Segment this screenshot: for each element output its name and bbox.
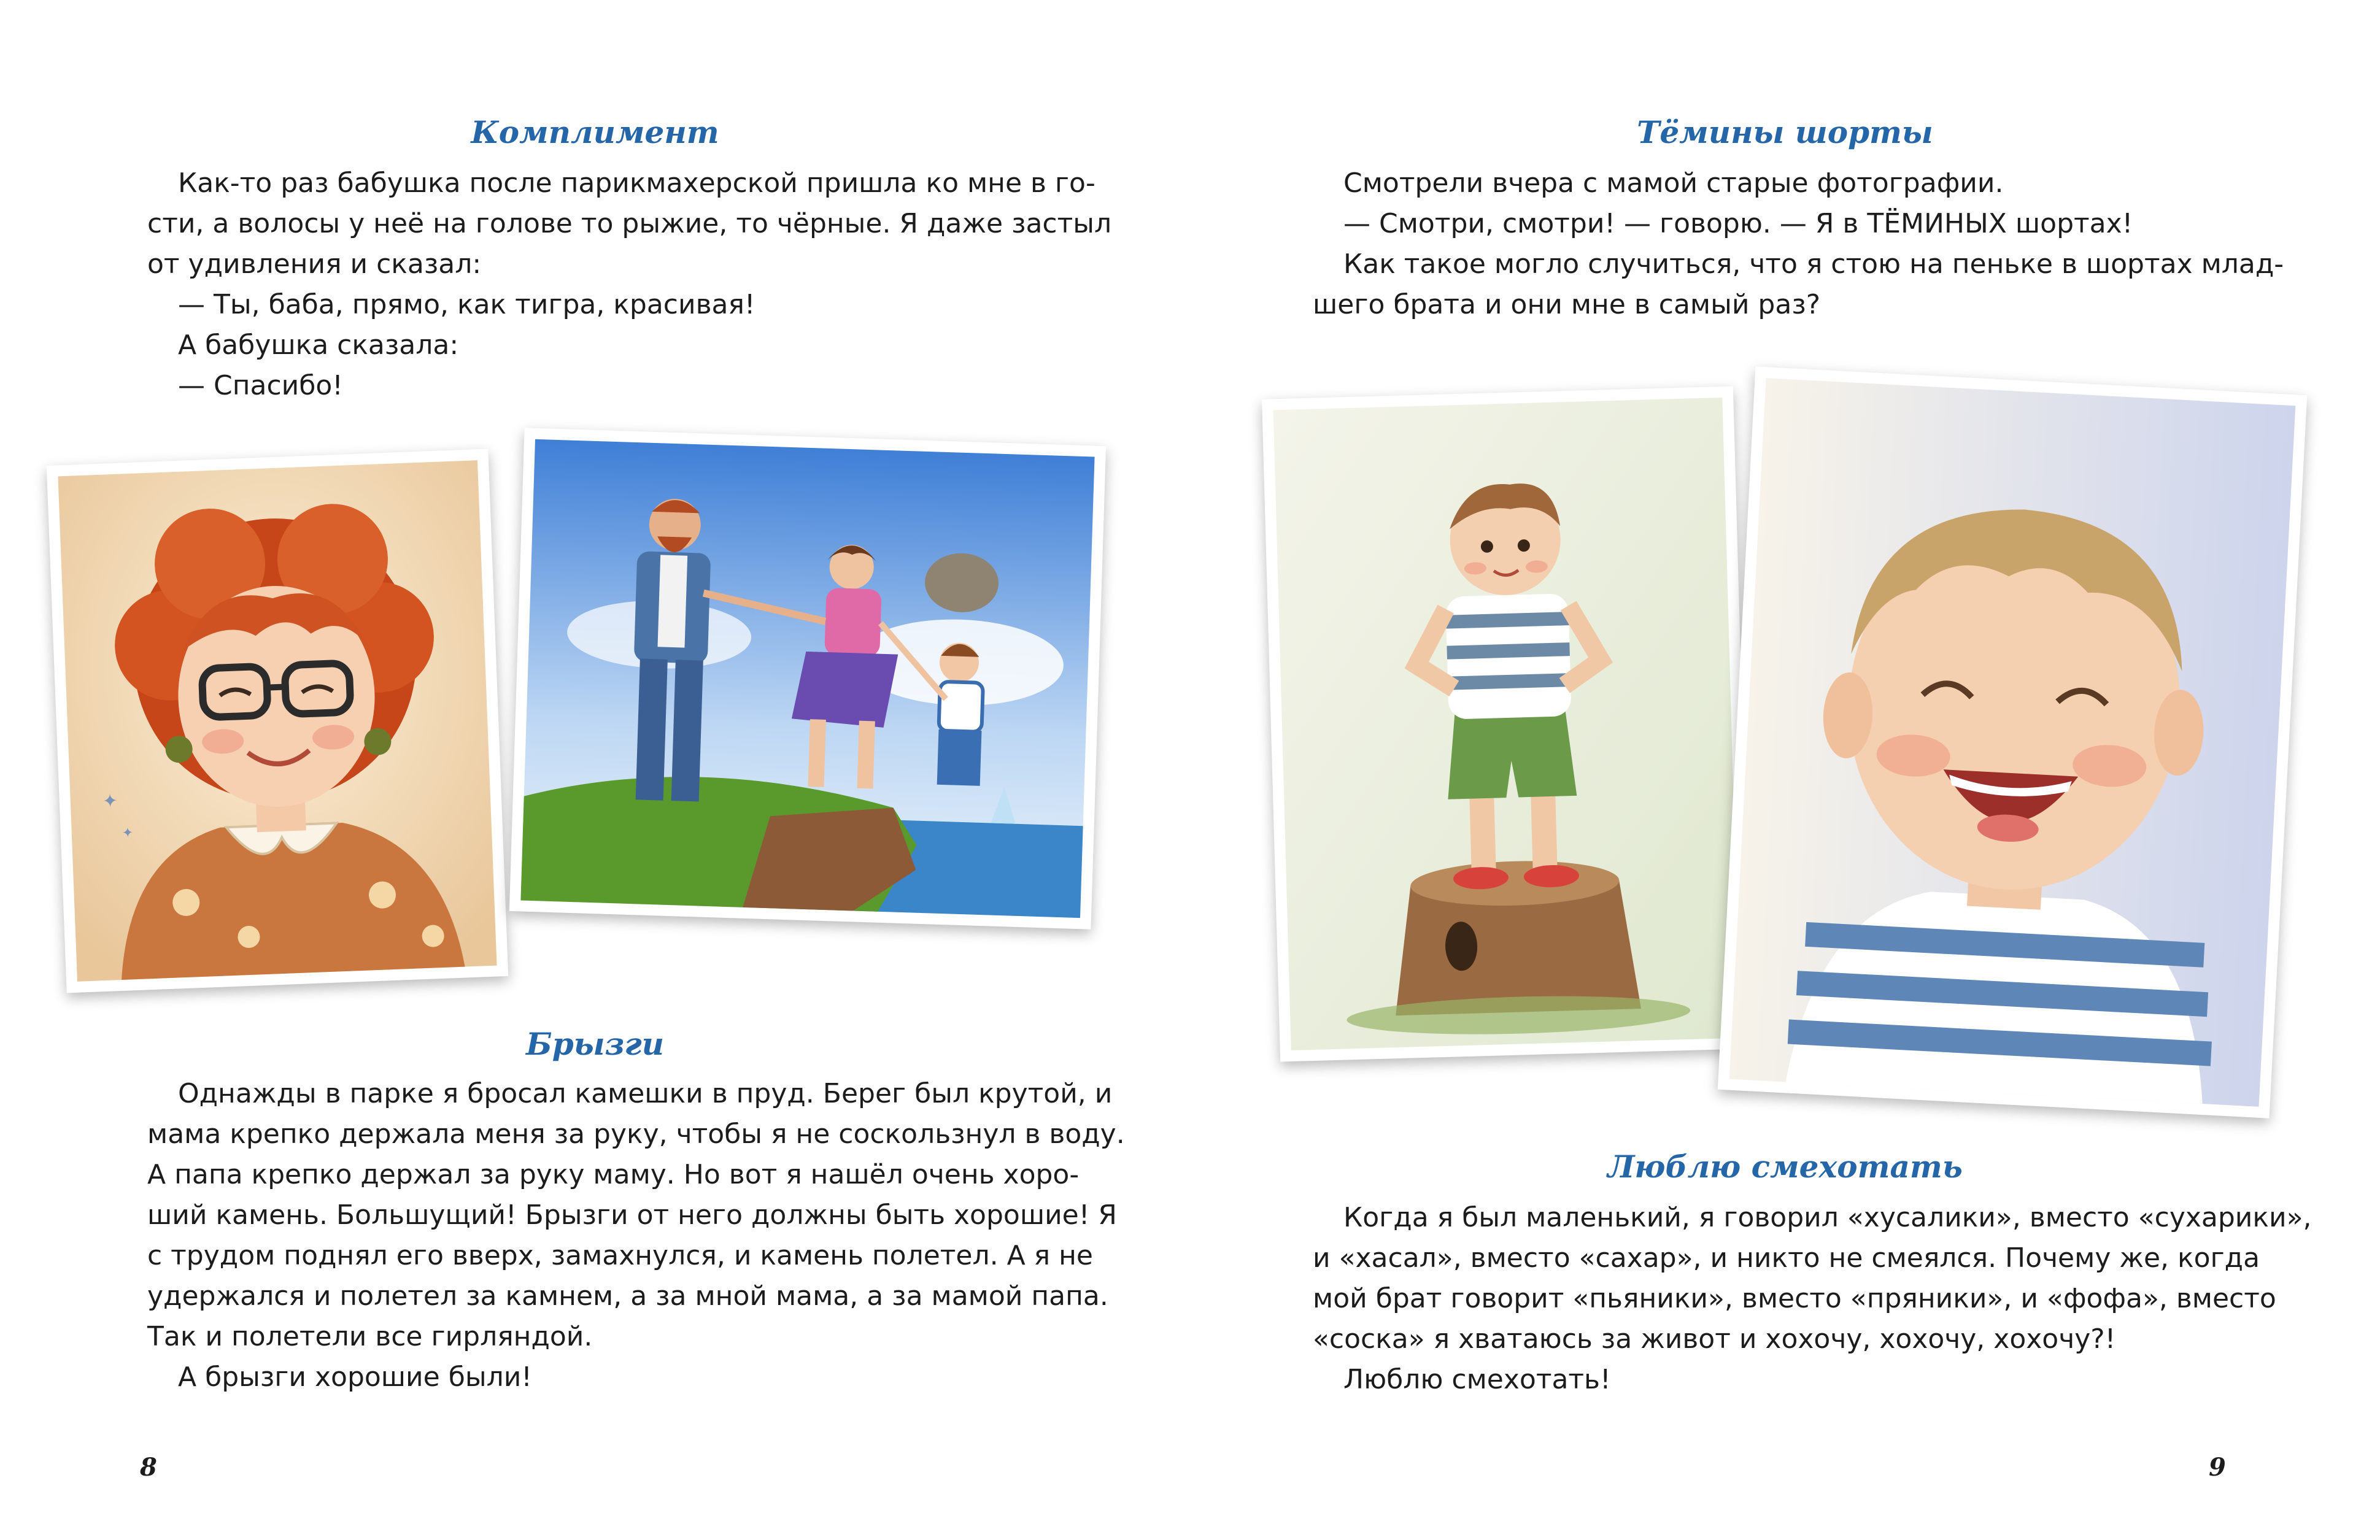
paragraph-line: Так и полетели все гирляндой. xyxy=(147,1321,593,1352)
paragraph-line: с трудом поднял его вверх, замахнулся, и камень полетел. А я не xyxy=(147,1240,1093,1271)
paragraph-line: — Смотри, смотри! — говорю. — Я в ТЁМИНЫХ шортах! xyxy=(1343,208,2133,239)
paragraph-line: — Спасибо! xyxy=(178,370,343,401)
family-falling-scene-icon xyxy=(509,428,1106,929)
right-page xyxy=(1190,0,2380,1540)
story-title-tyoma-shorts: Тёмины шорты xyxy=(1637,114,1933,150)
paragraph-line: Люблю смехотать! xyxy=(1343,1364,1611,1395)
grandma-illustration xyxy=(47,449,508,993)
boy-on-stump-illustration xyxy=(1262,386,1752,1061)
laughing-boy-portrait-icon xyxy=(1718,366,2308,1118)
paragraph-line: сти, а волосы у неё на голове то рыжие, то чёрные. Я даже застыл xyxy=(147,208,1112,239)
paragraph-line: Однажды в парке я бросал камешки в пруд. Берег был крутой, и xyxy=(178,1078,1113,1109)
boy-standing-on-stump-icon xyxy=(1262,386,1752,1061)
family-splash-illustration xyxy=(509,428,1106,929)
paragraph-line: ший камень. Большущий! Брызги от него должны быть хорошие! Я xyxy=(147,1199,1117,1231)
paragraph-line: мой брат говорит «пьяники», вместо «пряники», и «фофа», вместо xyxy=(1313,1283,2276,1314)
paragraph-line: Когда я был маленький, я говорил «хусалики», вместо «сухарики», xyxy=(1343,1202,2312,1233)
paragraph-line: от удивления и сказал: xyxy=(147,248,482,280)
paragraph-line: «соска» я хватаюсь за живот и хохочу, хохочу, хохочу?! xyxy=(1313,1323,2116,1355)
paragraph-line: Смотрели вчера с мамой старые фотографии. xyxy=(1343,167,2004,199)
paragraph-line: шего брата и они мне в самый раз? xyxy=(1313,289,1821,320)
page-number: 9 xyxy=(2209,1453,2226,1482)
paragraph-line: Как такое могло случиться, что я стою на пеньке в шортах млад- xyxy=(1343,248,2284,280)
story-title-compliment: Комплимент xyxy=(471,114,719,150)
story-title-love-laughing: Люблю смехотать xyxy=(1607,1149,1963,1185)
grandma-portrait-icon xyxy=(47,449,508,993)
laughing-boy-illustration xyxy=(1718,366,2308,1118)
paragraph-line: и «хасал», вместо «сахар», и никто не смеялся. Почему же, когда xyxy=(1313,1242,2260,1274)
paragraph-line: А брызги хорошие были! xyxy=(178,1361,532,1393)
svg-text:✦: ✦ xyxy=(122,825,134,841)
paragraph-line: А папа крепко держал за руку маму. Но вот я нашёл очень хоро- xyxy=(147,1159,1080,1190)
page-number: 8 xyxy=(140,1453,157,1482)
paragraph-line: удержался и полетел за камнем, а за мной мама, а за мамой папа. xyxy=(147,1280,1108,1312)
story-title-splashes: Брызги xyxy=(526,1026,664,1062)
paragraph-line: А бабушка сказала: xyxy=(178,329,459,361)
paragraph-line: — Ты, баба, прямо, как тигра, красивая! xyxy=(178,289,755,320)
svg-text:✦: ✦ xyxy=(102,790,118,813)
paragraph-line: мама крепко держала меня за руку, чтобы я не соскользнул в воду. xyxy=(147,1118,1125,1150)
paragraph-line: Как-то раз бабушка после парикмахерской пришла ко мне в го- xyxy=(178,167,1095,199)
